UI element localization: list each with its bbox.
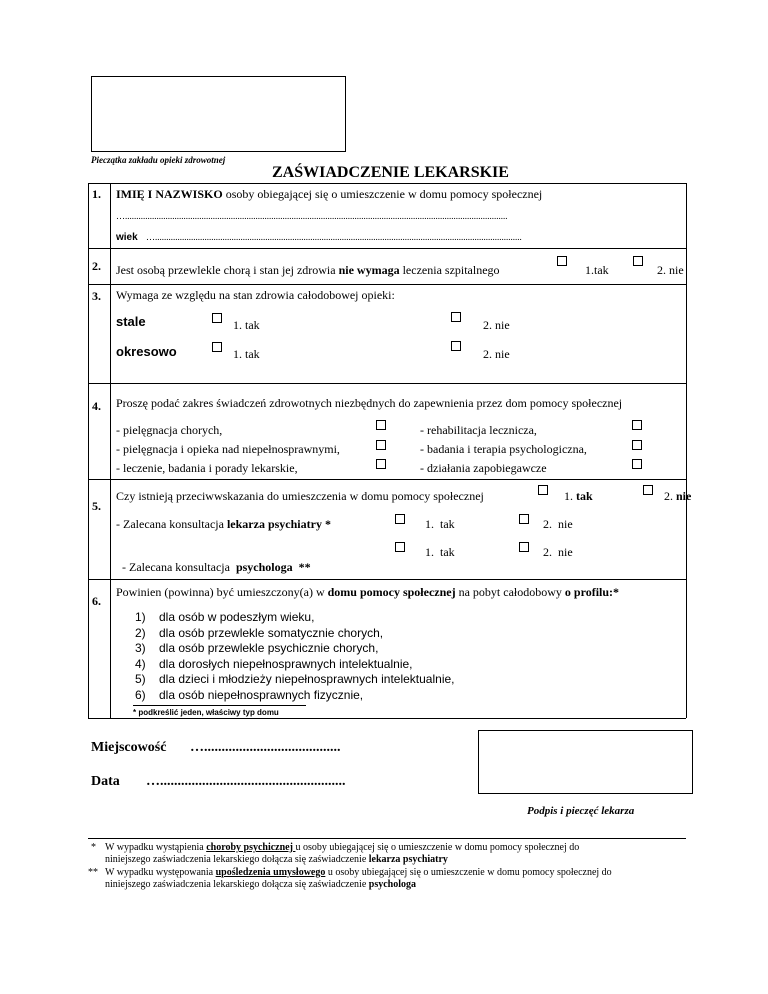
f2-e: psychologa (368, 879, 416, 890)
f2-a: W wypadku występowania (105, 867, 216, 878)
date-field[interactable]: …..................................................... (146, 774, 346, 789)
sep-4-5 (88, 479, 686, 480)
profile-num: 1) (135, 610, 146, 624)
s5-c2-a: - Zalecana konsultacja (122, 560, 236, 574)
s5-psychologist-nie-checkbox[interactable] (519, 542, 529, 552)
section-5-text: Czy istnieją przeciwwskazania do umieszczenia w domu pomocy społecznej (116, 489, 484, 503)
stamp-box (91, 76, 346, 152)
s2-nie-checkbox[interactable] (633, 256, 643, 266)
profile-text: dla osób niepełnosprawnych fizycznie, (159, 687, 364, 702)
note-rule (133, 705, 306, 706)
date-label: Data (91, 774, 120, 789)
s2-text-c: leczenia szpitalnego (399, 263, 500, 277)
profile-num: 4) (135, 656, 146, 671)
profile-item[interactable] (135, 688, 455, 704)
s5-consult-psychologist (116, 545, 311, 575)
s4-left-checkbox[interactable] (376, 459, 386, 469)
footnote-2 (88, 867, 708, 891)
section-3-number: 3. (92, 289, 101, 303)
frame-bottom (88, 718, 686, 719)
name-label-rest: osoby obiegającej się o umieszczenie w domu pomocy społecznej (222, 187, 543, 201)
s5-c2-b: psychologa ** (235, 560, 311, 574)
f1-e: lekarza psychiatry (368, 854, 448, 865)
s4-right-item: - rehabilitacja lecznicza, (420, 423, 537, 437)
s3-stale-tak-label: 1. tak (233, 318, 260, 332)
s3-stale-nie-label: 2. nie (483, 318, 510, 332)
s5-psychologist-nie-label: 2. nie (543, 545, 573, 559)
s5-tak-checkbox[interactable] (538, 485, 548, 495)
section-5-number: 5. (92, 499, 101, 513)
frame-outer-left (88, 183, 89, 718)
s5-tak-num: 1. (564, 489, 576, 503)
s5-nie-checkbox[interactable] (643, 485, 653, 495)
s5-tak-word: tak (576, 489, 593, 503)
s5-tak-label (564, 489, 593, 504)
s4-right-checkbox[interactable] (632, 420, 642, 430)
s5-psychiatry-nie-label: 2. nie (543, 517, 573, 531)
sep-2-3 (88, 284, 686, 285)
section-4-number: 4. (92, 399, 101, 413)
profile-item[interactable] (135, 626, 455, 642)
name-label: IMIĘ I NAZWISKO (116, 187, 223, 201)
footnote-rule (88, 838, 686, 839)
s5-nie-word: nie (676, 489, 692, 503)
s2-nie-label: 2. nie (657, 263, 684, 277)
s4-right-item: - działania zapobiegawcze (420, 461, 547, 475)
profile-note: * podkreślić jeden, właściwy typ domu (133, 708, 279, 717)
profile-text: dla osób przewlekle somatycznie chorych, (159, 625, 384, 640)
profile-item[interactable] (135, 610, 455, 626)
s4-left-item: - leczenie, badania i porady lekarskie, (116, 461, 298, 475)
sep-1-2 (88, 248, 686, 249)
age-label: wiek (116, 232, 138, 243)
profile-item[interactable] (135, 672, 455, 688)
f2-b: upośledzenia umysłowego (215, 867, 326, 878)
s3-okresowo-tak-label: 1. tak (233, 347, 260, 361)
s5-c1-b: lekarza psychiatry (226, 517, 322, 531)
s5-nie-label (664, 489, 691, 504)
profile-num: 5) (135, 672, 146, 686)
sep-3-4 (88, 383, 686, 384)
s5-psychiatry-nie-checkbox[interactable] (519, 514, 529, 524)
s5-psychiatry-tak-label: 1. tak (425, 517, 455, 531)
profile-list (135, 610, 455, 703)
s3-stale-nie-checkbox[interactable] (451, 312, 461, 322)
f1-a: W wypadku wystąpienia (105, 842, 207, 853)
profile-item[interactable] (135, 657, 455, 673)
f1-c: u osoby ubiegającej się o umieszczenie w domu pomocy społecznej do (295, 842, 580, 853)
s2-text-a: Jest osobą przewlekle chorą i stan jej zdrowia (116, 263, 339, 277)
section-2-number: 2. (92, 259, 101, 273)
s5-consult-psychiatry (116, 517, 331, 532)
s3-okresowo-nie-checkbox[interactable] (451, 341, 461, 351)
f2-mark: ** (88, 867, 98, 878)
s4-left-checkbox[interactable] (376, 420, 386, 430)
s3-stale-tak-checkbox[interactable] (212, 313, 222, 323)
profile-text: dla osób przewlekle psychicznie chorych, (159, 641, 379, 655)
signature-box[interactable] (478, 730, 693, 794)
s4-left-item: - pielęgnacja i opieka nad niepełnosprawnymi, (116, 442, 340, 456)
s2-text-b: nie wymaga (338, 263, 400, 277)
section-1-label (116, 187, 542, 202)
footnote-1 (91, 842, 691, 866)
document-title: ZAŚWIADCZENIE LEKARSKIE (272, 164, 509, 181)
s2-tak-label: 1.tak (585, 263, 609, 277)
age-row (116, 232, 138, 243)
age-field[interactable]: …................................................................................................................................................................... (146, 232, 522, 242)
s5-c1-c: * (321, 517, 331, 531)
section-4-text: Proszę podać zakres świadczeń zdrowotnych niezbędnych do zapewnienia przez dom pomocy społecznej (116, 396, 623, 410)
stamp-caption: Pieczątka zakładu opieki zdrowotnej (91, 155, 226, 165)
s3-okresowo-tak-checkbox[interactable] (212, 342, 222, 352)
section-3-text: Wymaga ze względu na stan zdrowia całodobowej opieki: (116, 288, 395, 302)
s5-psychologist-tak-label: 1. tak (425, 545, 455, 559)
profile-num: 6) (135, 687, 146, 702)
profile-text: dla osób w podeszłym wieku, (159, 610, 315, 624)
s3-stale-label: stale (116, 314, 146, 329)
s5-nie-num: 2. (664, 489, 676, 503)
profile-item[interactable] (135, 641, 455, 657)
frame-top (88, 183, 686, 184)
profile-text: dla dorosłych niepełnosprawnych intelektualnie, (159, 656, 413, 671)
profile-num: 2) (135, 625, 146, 640)
s2-tak-checkbox[interactable] (557, 256, 567, 266)
s5-psychologist-tak-checkbox[interactable] (395, 542, 405, 552)
f1-b: choroby psychicznej (206, 842, 296, 853)
place-field[interactable]: …....................................... (190, 740, 341, 755)
s4-right-checkbox[interactable] (632, 459, 642, 469)
s4-right-checkbox[interactable] (632, 440, 642, 450)
s5-psychiatry-tak-checkbox[interactable] (395, 514, 405, 524)
s6-text-a: Powinien (powinna) być umieszczony(a) w (116, 585, 328, 599)
frame-left (110, 183, 111, 718)
section-1-number: 1. (92, 187, 101, 201)
f2-c: u osoby ubiegającej się o umieszczenie w domu pomocy społecznej do (325, 867, 612, 878)
s5-c1-a: - Zalecana konsultacja (116, 517, 227, 531)
f1-d: niniejszego zaświadczenia lekarskiego dołącza się zaświadczenie (105, 854, 369, 865)
f2-d: niniejszego zaświadczenia lekarskiego dołącza się zaświadczenie (105, 879, 369, 890)
s4-left-checkbox[interactable] (376, 440, 386, 450)
s6-text-b: domu pomocy społecznej (327, 585, 456, 599)
s6-text-c: na pobyt całodobowy (455, 585, 565, 599)
section-6-text (116, 585, 619, 600)
s3-okresowo-label: okresowo (116, 344, 177, 359)
s4-left-item: - pielęgnacja chorych, (116, 423, 223, 437)
name-field[interactable]: ….......................................................................................................................................................................... (116, 211, 508, 221)
sep-5-6 (88, 579, 686, 580)
s3-okresowo-nie-label: 2. nie (483, 347, 510, 361)
section-6-number: 6. (92, 594, 101, 608)
place-label: Miejscowość (91, 740, 167, 755)
s6-text-d: o profilu:* (564, 585, 620, 599)
signature-caption: Podpis i pieczęć lekarza (527, 805, 635, 817)
section-2-text (116, 263, 500, 278)
profile-num: 3) (135, 641, 146, 655)
frame-right (686, 183, 687, 718)
profile-text: dla dzieci i młodzieży niepełnosprawnych intelektualnie, (159, 672, 455, 686)
f1-mark: * (91, 842, 96, 853)
s4-right-item: - badania i terapia psychologiczna, (420, 442, 587, 456)
